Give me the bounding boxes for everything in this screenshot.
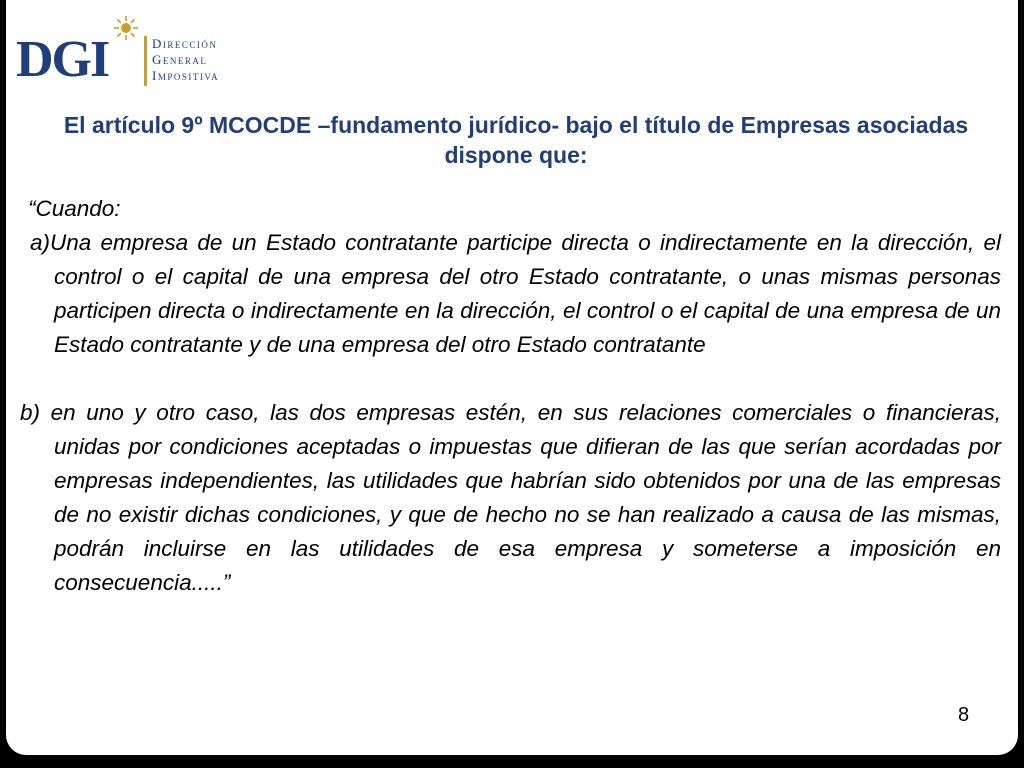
dgi-logo [16,16,256,86]
logo-line-3: Impositiva [152,68,220,83]
slide-body [20,192,1001,600]
logo-line-1: Dirección [152,36,218,51]
paragraph-a: a)Una empresa de un Estado contratante participe directa o indirectamente en la dirección, el control o el capital de una empresa del otro Estado contratante, o unas mismas personas participen directa o indirectamente en la dirección, el control o el capital de una empresa de un Estado contratante y de una empresa del otro Estado contratante [30,230,1001,357]
slide [6,0,1018,755]
logo-divider [144,36,147,86]
logo-wordmark [152,36,219,84]
page-number: 8 [958,704,970,726]
paragraph-b: b) en uno y otro caso, las dos empresas estén, en sus relaciones comerciales o financieras, unidas por condiciones aceptadas o impuestas que difieran de las que serían acordadas por empresas independientes, las utilidades que habrían sido obtenidos por una de las empresas de no existir dichas condiciones, y que de hecho no se han realizado a causa de las mismas, podrán incluirse en las utilidades de esa empresa y someterse a imposición en consecuencia.....” [20,400,1001,595]
sun-icon [114,16,138,40]
slide-title: El artículo 9º MCOCDE –fundamento jurídico- bajo el título de Empresas asociadas dispone que: [63,112,969,168]
logo-line-2: General [152,52,208,67]
intro-text: “Cuando: [28,196,121,221]
logo-mark: DGI [16,31,109,88]
